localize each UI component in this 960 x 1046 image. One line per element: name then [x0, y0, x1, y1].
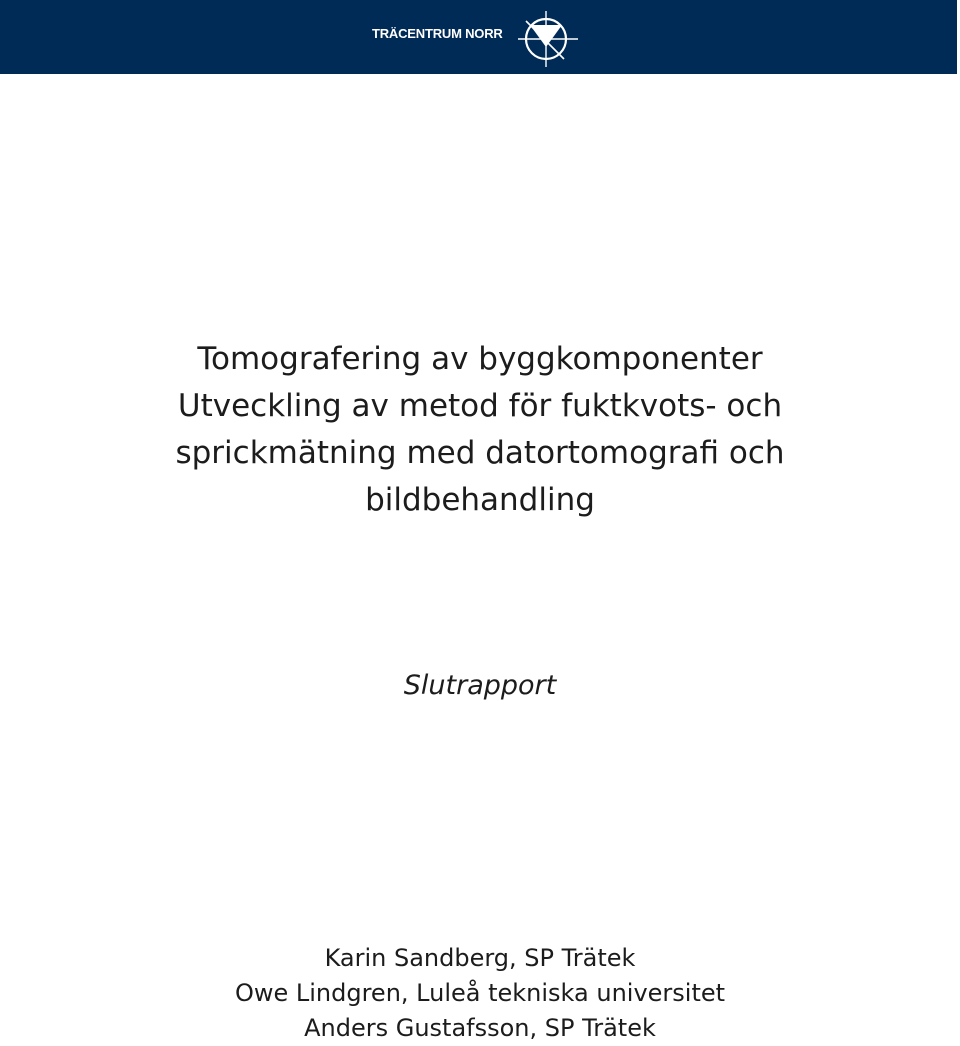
author-2: Owe Lindgren, Luleå tekniska universitet: [234, 979, 726, 1007]
report-subtitle: Slutrapport: [403, 670, 557, 701]
tracentrum-norr-logo-icon: [518, 11, 578, 67]
title-line-4: bildbehandling: [365, 482, 595, 518]
title-line-1: Tomografering av byggkomponenter: [197, 341, 763, 377]
title-line-3: sprickmätning med datortomografi och: [175, 435, 785, 471]
title-line-2: Utveckling av metod för fuktkvots- och: [177, 388, 783, 424]
report-title: [0, 336, 960, 524]
author-1: Karin Sandberg, SP Trätek: [324, 944, 636, 972]
logo-text: TRÄCENTRUM NORR: [372, 26, 503, 41]
author-3: Anders Gustafsson, SP Trätek: [304, 1014, 656, 1042]
header-band: [0, 0, 957, 74]
author-list: [0, 941, 960, 1046]
